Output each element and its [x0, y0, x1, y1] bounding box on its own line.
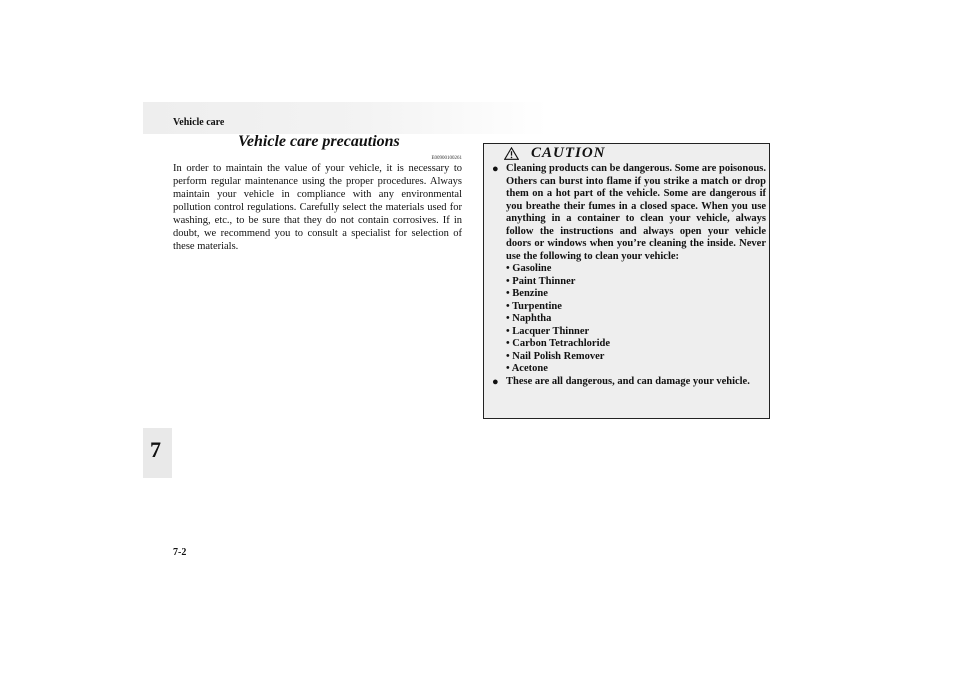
product-list — [506, 263, 766, 376]
page-number: 7-2 — [173, 547, 187, 558]
product-item: • Gasoline — [506, 263, 552, 274]
chapter-number: 7 — [150, 437, 161, 462]
reference-code: E00900100261 — [431, 156, 462, 161]
caution-item — [492, 376, 766, 389]
product-item: • Carbon Tetrachloride — [506, 338, 611, 349]
product-item: • Benzine — [506, 288, 548, 299]
caution-header — [484, 144, 769, 164]
product-item: • Naphtha — [506, 313, 552, 324]
product-item: • Paint Thinner — [506, 275, 576, 287]
bullet-icon: ● — [492, 375, 499, 388]
product-item: • Acetone — [506, 363, 548, 374]
warning-triangle-icon — [504, 147, 519, 160]
page-title: Vehicle care precautions — [238, 133, 400, 150]
caution-item — [492, 163, 766, 376]
bullet-icon: ● — [492, 163, 499, 175]
caution-list — [492, 163, 766, 388]
caution-item-text: Cleaning products can be dangerous. Some are poisonous. Others can burst into flame if you strike a match or drop them on a hot part of the vehicle. Some are dangerous if you breathe their fumes in a closed space. When you use anything in a container to clean your vehicle, always follow the instructions and always open your vehicle doors or windows when you’re cleaning the inside. Never use the following to clean your vehicle: — [506, 163, 766, 262]
caution-item-text: These are all dangerous, and can damage your vehicle. — [506, 375, 750, 387]
product-item: • Nail Polish Remover — [506, 350, 605, 362]
product-item: • Lacquer Thinner — [506, 325, 590, 337]
section-label: Vehicle care — [173, 117, 225, 128]
caution-box — [483, 143, 770, 419]
product-item: • Turpentine — [506, 300, 562, 312]
body-paragraph: In order to maintain the value of your vehicle, it is necessary to perform regular maintenance using the proper procedures. Always maintain your vehicle in compliance with any environmental pollution control regulations. Carefully select the materials used for washing, etc., to be sure that they do not contain corrosives. If in doubt, we recommend you to consult a specialist for selection of these materials. — [173, 163, 462, 252]
caution-title: CAUTION — [531, 145, 606, 161]
